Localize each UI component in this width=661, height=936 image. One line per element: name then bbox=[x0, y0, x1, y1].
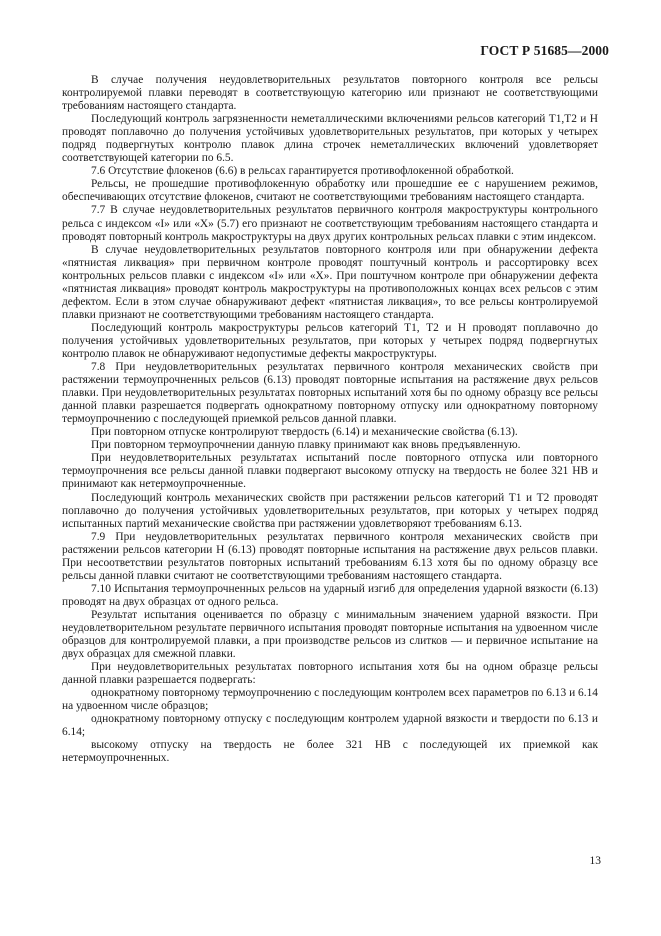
paragraph: 7.7 В случае неудовлетворительных результатов первичного контроля макроструктуры контрольного рельса с индексом «I» или «Х» (5.7) его признают не соответствующим требованиям настоящего стандарта и проводят повторный контроль макроструктуры на двух других контрольных рельсах плавки с этим индексом. bbox=[62, 204, 598, 243]
standard-header: ГОСТ Р 51685—2000 bbox=[480, 43, 609, 58]
paragraph: Рельсы, не прошедшие противофлокенную обработку или прошедшие ее с нарушением режимов, обеспечивающих отсутствие флокенов, считают не соответствующими требованиям настоящего стандарта. bbox=[62, 178, 598, 204]
paragraph: В случае получения неудовлетворительных результатов повторного контроля все рельсы контролируемой плавки переводят в соответствующую категорию или признают не соответствующими требованиям настоящего стандарта. bbox=[62, 74, 598, 113]
paragraph: однократному повторному отпуску с последующим контролем ударной вязкости и твердости по 6.13 и 6.14; bbox=[62, 713, 598, 739]
paragraph: При неудовлетворительных результатах испытаний после повторного отпуска или повторного термоупрочнения все рельсы данной плавки подвергают высокому отпуску на твердость не более 321 НВ и принимают как нетермоупрочненные. bbox=[62, 452, 598, 491]
paragraph: 7.10 Испытания термоупрочненных рельсов на ударный изгиб для определения ударной вязкости (6.13) проводят на двух образцах от одного рельса. bbox=[62, 582, 598, 608]
paragraph: высокому отпуску на твердость не более 321 НВ с последующей их приемкой как нетермоупрочненных. bbox=[62, 739, 598, 765]
paragraph: Последующий контроль макроструктуры рельсов категорий Т1, Т2 и Н проводят поплавочно до получения устойчивых удовлетворительных результатов, при которых у четырех подряд подвергнутых контролю плавок не обнаруживают недопустимые дефекты макроструктуры. bbox=[62, 321, 598, 360]
paragraph: При повторном термоупрочнении данную плавку принимают как вновь предъявленную. bbox=[91, 439, 521, 452]
paragraph: В случае неудовлетворительных результатов повторного контроля или при обнаружении дефекта «пятнистая ликвация» при первичном контроле проводят поштучный контроль и рассортировку всех контрольных рельсов плавки с индексом «I» или «Х». При поштучном контроле при обнаружении дефекта «пятнистая ликвация» проводят контроль макроструктуры на противоположных концах всех рельсов с этим дефектом. Если в этом случае обнаруживают дефект «пятнистая ликвация», то все рельсы контролируемой плавки признают не соответствующими требованиям настоящего стандарта. bbox=[62, 243, 598, 321]
paragraph: 7.6 Отсутствие флокенов (6.6) в рельсах гарантируется противофлокенной обработкой. bbox=[91, 165, 514, 178]
paragraph: При повторном отпуске контролируют твердость (6.14) и механические свойства (6.13). bbox=[91, 426, 518, 439]
paragraph: Последующий контроль механических свойств при растяжении рельсов категорий Т1 и Т2 проводят поплавочно до получения устойчивых удовлетворительных результатов, при которых у четырех подряд испытанных партий механические свойства при растяжении удовлетворяют требованиям 6.13. bbox=[62, 491, 598, 530]
page-number: 13 bbox=[589, 855, 601, 867]
paragraph: При неудовлетворительных результатах повторного испытания хотя бы на одном образце рельсы данной плавки разрешается подвергать: bbox=[62, 661, 598, 687]
paragraph: Последующий контроль загрязненности неметаллическими включениями рельсов категорий Т1,Т2 и Н проводят поплавочно до получения устойчивых удовлетворительных результатов, при которых у четырех подряд подвергнутых контролю плавок длина строчек неметаллических включений удовлетворяет соответствующей категории по 6.5. bbox=[62, 113, 598, 165]
paragraph: 7.8 При неудовлетворительных результатах первичного контроля механических свойств при растяжении термоупрочненных рельсов (6.13) проводят повторные испытания на растяжение двух рельсов плавки. При неудовлетворительных результатах повторных испытаний хотя бы по одному образцу все рельсы данной плавки разрешается подвергать однократному повторному отпуску или однократному повторному термоупрочнению с последующей приемкой рельсов данной плавки. bbox=[62, 361, 598, 426]
paragraph: Результат испытания оценивается по образцу с минимальным значением ударной вязкости. При неудовлетворительном результате первичного испытания проводят повторные испытания на удвоенном числе образцов для контролируемой плавки, а при производстве рельсов из слитков — и первичное испытание на двух образцах для смежной плавки. bbox=[62, 608, 598, 661]
paragraph: однократному повторному термоупрочнению с последующим контролем всех параметров по 6.13 и 6.14 на удвоенном числе образцов; bbox=[62, 687, 598, 713]
paragraph: 7.9 При неудовлетворительных результатах первичного контроля механических свойств при растяжении рельсов категории Н (6.13) проводят повторные испытания на растяжение двух рельсов плавки. При несоответствии результатов повторных испытаний требованиям 6.13 хотя бы по одному образцу все рельсы данной плавки считают не соответствующими требованиям настоящего стандарта. bbox=[62, 530, 598, 582]
body-text bbox=[62, 74, 598, 765]
